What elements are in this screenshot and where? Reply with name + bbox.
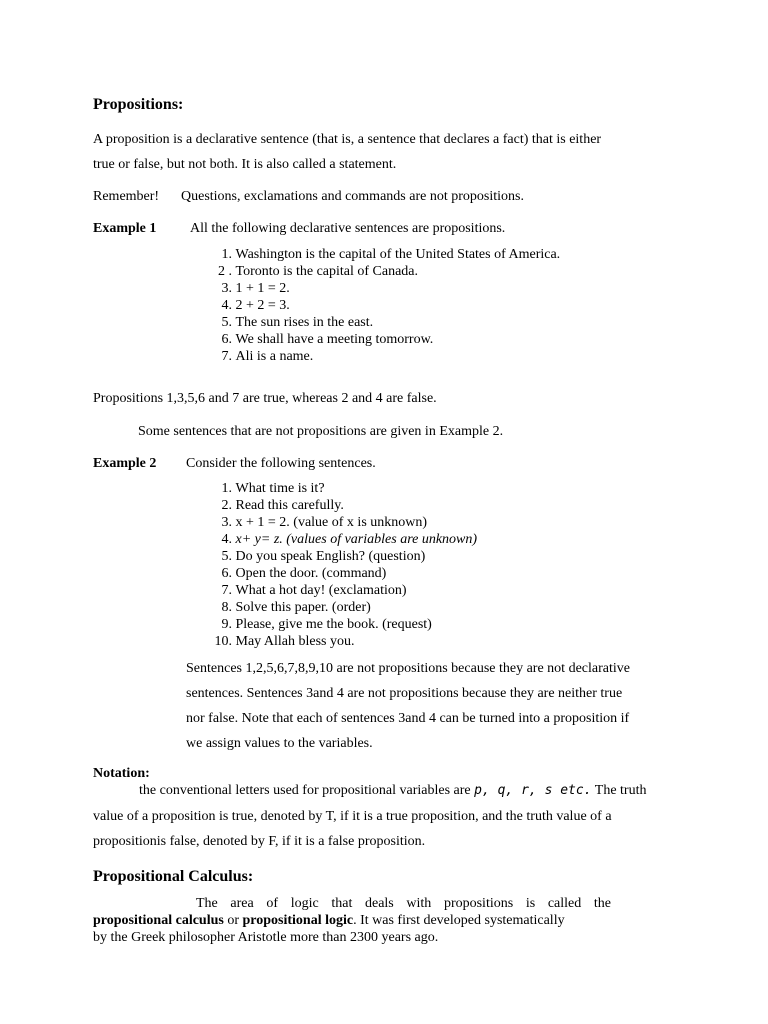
list-item: 2. Read this carefully. (221, 498, 344, 513)
calculus-or: or (223, 913, 243, 928)
list-item: 6. Open the door. (command) (221, 566, 387, 581)
example-1-label: Example 1 (93, 221, 157, 236)
list-item: 4. 2 + 2 = 3. (221, 298, 290, 313)
list-item: 1. What time is it? (221, 481, 325, 496)
example-1-intro: All the following declarative sentences are propositions. (190, 221, 506, 236)
example-1-conclusion: Propositions 1,3,5,6 and 7 are true, whereas 2 and 4 are false. (93, 391, 437, 406)
remember-label: Remember! (93, 189, 160, 204)
list-item: 3. 1 + 1 = 2. (221, 281, 290, 296)
calculus-line-3: by the Greek philosopher Aristotle more than 2300 years ago. (93, 930, 439, 945)
list-item: 2 . Toronto is the capital of Canada. (218, 264, 419, 279)
list-item: 1. Washington is the capital of the United States of America. (221, 247, 561, 262)
notation-line-1-text: the conventional letters used for propositional variables are (139, 783, 471, 798)
example-2-paragraph-line-1: Sentences 1,2,5,6,7,8,9,10 are not propositions because they are not declarative (186, 661, 630, 676)
example-2-paragraph-line-4: we assign values to the variables. (186, 736, 373, 751)
example-1-transition: Some sentences that are not propositions are given in Example 2. (138, 424, 504, 439)
definition-line-1: A proposition is a declarative sentence (that is, a sentence that declares a fact) that is either (93, 132, 602, 147)
list-item: 7. Ali is a name. (221, 349, 314, 364)
section-heading-propositions: Propositions: (93, 96, 184, 113)
section-heading-calculus: Propositional Calculus: (93, 868, 254, 885)
list-item: 5. The sun rises in the east. (221, 315, 374, 330)
definition-line-2: true or false, but not both. It is also called a statement. (93, 157, 397, 172)
list-item: 7. What a hot day! (exclamation) (221, 583, 407, 598)
example-2-paragraph-line-3: nor false. Note that each of sentences 3and 4 can be turned into a proposition if (186, 711, 630, 726)
notation-line-1-end: The truth (594, 783, 647, 798)
calculus-line-1: The area of logic that deals with propositions is called the (196, 896, 611, 911)
notation-line-2: value of a proposition is true, denoted by T, if it is a true proposition, and the truth value of a (93, 809, 612, 824)
remember-text: Questions, exclamations and commands are not propositions. (181, 189, 524, 204)
term-propositional-logic: propositional logic (242, 913, 354, 928)
list-item: 10. May Allah bless you. (214, 634, 355, 649)
list-item: 6. We shall have a meeting tomorrow. (221, 332, 434, 347)
notation-variables: p, q, r, s etc. (474, 783, 592, 798)
example-2-paragraph-line-2: sentences. Sentences 3and 4 are not propositions because they are neither true (186, 686, 623, 701)
list-item: 3. x + 1 = 2. (value of x is unknown) (221, 515, 428, 530)
notation-heading: Notation: (93, 766, 150, 781)
calculus-line-2 (93, 913, 565, 929)
example-2-intro: Consider the following sentences. (186, 456, 376, 471)
example-2-label: Example 2 (93, 456, 157, 471)
notation-line-1 (139, 783, 647, 799)
notation-line-3: propositionis false, denoted by F, if it is a false proposition. (93, 834, 426, 849)
term-propositional-calculus: propositional calculus (93, 913, 224, 928)
list-item: 8. Solve this paper. (order) (221, 600, 371, 615)
list-item: 5. Do you speak English? (question) (221, 549, 426, 564)
list-item: 9. Please, give me the book. (request) (221, 617, 432, 632)
example-2-list (204, 480, 477, 650)
calculus-line-2-end: . It was first developed systematically (353, 913, 565, 928)
example-1-list (204, 246, 560, 365)
list-item: 4. x+ y= z. (values of variables are unknown) (221, 532, 478, 547)
